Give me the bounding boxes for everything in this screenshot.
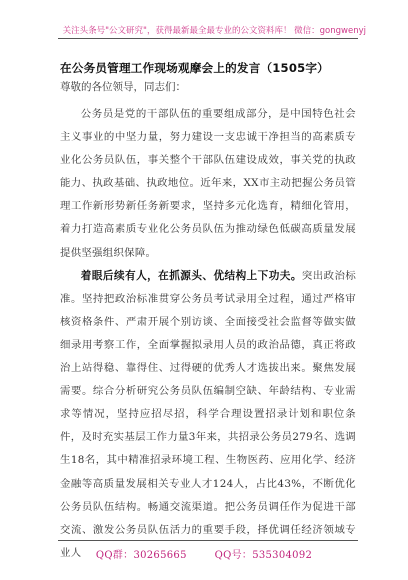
section-body: 突出政治标准。坚持把政治标准贯穿公务员考试录用全过程，通过严格审核资格条件、严肃开展个别访谈、全面接受社会监督等做实做细录用考察工作，全面掌握拟录用人员的政治品德，真正将政治上站得稳、靠得住、过得硬的优秀人才选拔出来。聚焦发展需要。综合分析研究公务员队伍编制空缺、年龄结构、专业需求等情况，坚持应招尽招，科学合理设置招录计划和职位条件，及时充实基层工作力量3年来，共招录公务员279名、选调生18名，其中精准招录环境工程、生物医药、应用化学、经济金融等高质量发展相关专业人才124人，占比43%，不断优化公务员队伍结构。畅通交流渠道。把公务员调任作为促进干部交流、激发公务员队伍活力的重要手段，择优调任经济领域专业人: [60, 269, 357, 559]
footer-qq-group: QQ群：30265665: [95, 550, 187, 561]
greeting: 尊敬的各位领导，同志们：: [60, 81, 186, 93]
document-body: [60, 60, 356, 565]
page-footer: [0, 546, 408, 561]
section-heading: 着眼后续有人，在抓源头、优结构上下功夫。: [80, 269, 302, 282]
document-title: 在公务员管理工作现场观摩会上的发言（1505字）: [60, 61, 329, 75]
footer-divider: [58, 540, 358, 541]
header-promo-text: 关注头条号"公文研究"，获得最新最全最专业的公文资料库！ 微信：gongwenyj: [62, 26, 366, 36]
header-divider: [58, 38, 358, 39]
paragraph-section-1: [60, 265, 356, 565]
footer-qq-number: QQ号：535304092: [214, 550, 313, 561]
paragraph-intro: 公务员是党的干部队伍的重要组成部分，是中国特色社会主义事业的中坚力量，努力建设一支忠诚干净担当的高素质专业化公务员队伍，事关整个干部队伍建设成效，事关党的执政能力、执政基础、执政地位。近年来，XX市主动把握公务员管理工作新形势新任务新要求，坚持多元化选育，精细化管用，着力打造高素质专业化公务员队伍为推动绿色低碳高质量发展提供坚强组织保障。: [60, 108, 356, 259]
